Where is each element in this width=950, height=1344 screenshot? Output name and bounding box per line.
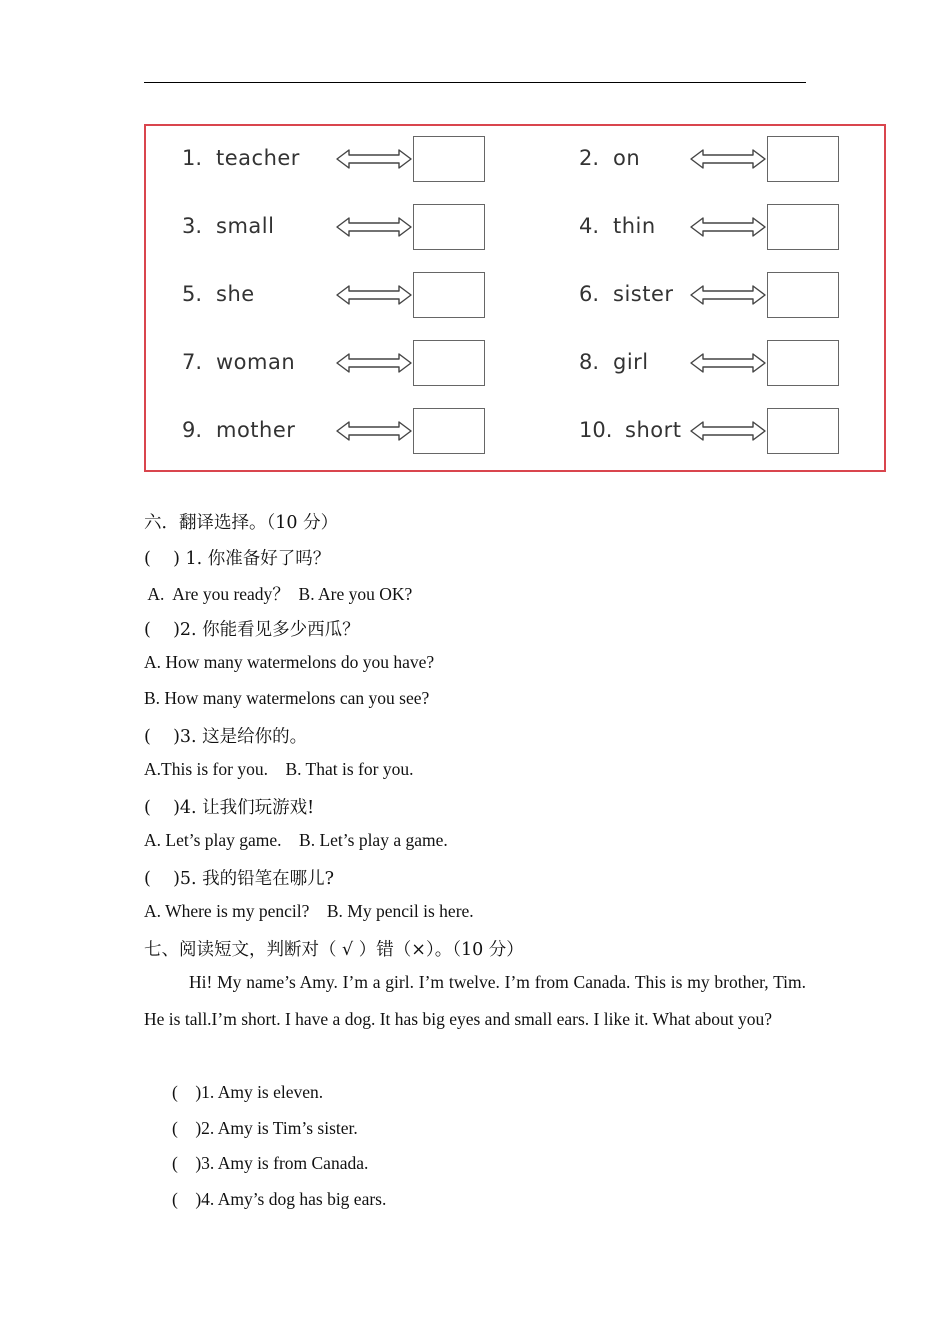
statement-3: ( )3. Amy is from Canada. [172,1153,369,1173]
pair-word: woman [216,350,296,374]
double-arrow-icon [690,420,766,447]
pair-item-10 [579,408,879,456]
header-rule [144,82,806,83]
pair-number: 4. [579,214,600,238]
question-5-options: A. Where is my pencil? B. My pencil is here. [144,901,474,921]
pair-number: 9. [182,418,203,442]
question-4-options: A. Let’s play game. B. Let’s play a game. [144,830,448,850]
question-2-option-a: A. How many watermelons do you have? [144,652,435,672]
pair-number: 7. [182,350,203,374]
question-1: ( ) 1. 你准备好了吗？ [144,549,331,569]
answer-box[interactable] [767,136,839,182]
pair-word: thin [613,214,656,238]
double-arrow-icon [336,352,412,379]
pair-item-2 [579,136,879,184]
question-5: ( )5. 我的铅笔在哪儿? [144,869,335,889]
double-arrow-icon [336,148,412,175]
opposites-box [144,124,886,472]
answer-box[interactable] [413,340,485,386]
section7-title: 七、阅读短文，判断对（ √ ）错（×）。（10 分） [144,940,524,960]
statement-4: ( )4. Amy’s dog has big ears. [172,1189,387,1209]
pair-word: short [625,418,682,442]
pair-word: girl [613,350,649,374]
double-arrow-icon [336,420,412,447]
pair-word: teacher [216,146,300,170]
pair-item-3 [182,204,482,252]
section6-title: 六．翻译选择。（10 分） [144,513,339,533]
pair-item-9 [182,408,482,456]
answer-box[interactable] [767,272,839,318]
question-2-option-b: B. How many watermelons can you see? [144,688,430,708]
double-arrow-icon [690,216,766,243]
pair-item-8 [579,340,879,388]
double-arrow-icon [336,216,412,243]
pair-number: 2. [579,146,600,170]
pair-number: 1. [182,146,203,170]
double-arrow-icon [690,284,766,311]
answer-box[interactable] [767,408,839,454]
pair-word: sister [613,282,674,306]
pair-item-5 [182,272,482,320]
question-1-options: A. Are you ready？ B. Are you OK? [144,584,413,604]
statement-2: ( )2. Amy is Tim’s sister. [172,1118,358,1138]
answer-box[interactable] [767,340,839,386]
pair-item-7 [182,340,482,388]
pair-word: small [216,214,275,238]
pair-number: 3. [182,214,203,238]
question-3-options: A.This is for you. B. That is for you. [144,759,414,779]
double-arrow-icon [336,284,412,311]
pair-item-1 [182,136,482,184]
double-arrow-icon [690,148,766,175]
reading-passage: Hi! My name’s Amy. I’m a girl. I’m twelve. I’m from Canada. This is my brother, Tim. He is tall.I’m short. I have a dog. It has big eyes and small ears. I like it. What about you? [144,972,806,1029]
pair-word: she [216,282,255,306]
pair-word: on [613,146,641,170]
pair-number: 6. [579,282,600,306]
question-4: ( )4. 让我们玩游戏! [144,798,315,818]
pair-item-6 [579,272,879,320]
answer-box[interactable] [413,204,485,250]
answer-box[interactable] [413,272,485,318]
pair-number: 8. [579,350,600,374]
question-3: ( )3. 这是给你的。 [144,727,308,747]
statement-1: ( )1. Amy is eleven. [172,1082,324,1102]
double-arrow-icon [690,352,766,379]
answer-box[interactable] [767,204,839,250]
pair-item-4 [579,204,879,252]
pair-word: mother [216,418,296,442]
question-2: ( )2. 你能看见多少西瓜？ [144,620,360,640]
answer-box[interactable] [413,136,485,182]
answer-box[interactable] [413,408,485,454]
pair-number: 10. [579,418,613,442]
pair-number: 5. [182,282,203,306]
